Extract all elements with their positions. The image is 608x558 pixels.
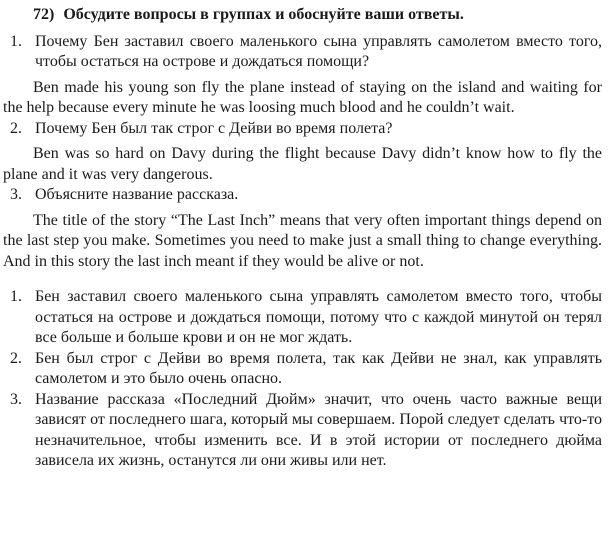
- russian-answer-2-number: 2.: [10, 349, 22, 367]
- russian-answer-item-3: [3, 390, 602, 472]
- russian-answer-1-number: 1.: [10, 288, 22, 305]
- question-3-number: 3.: [10, 186, 22, 203]
- exercise-number: 72): [33, 6, 55, 23]
- question-1-number: 1.: [10, 32, 22, 50]
- answer-3-en: The title of the story “The Last Inch” means that very often important things depend on the last step you make. Sometimes you need to make just a small thing to change everything. And in this story the last inch meant if they would be alive or not.: [3, 211, 602, 270]
- exercise-title: [3, 5, 602, 26]
- answer-1-en: Ben made his young son fly the plane instead of staying on the island and waiting for the help because every minute he was loosing much blood and he couldn’t wait.: [3, 78, 602, 116]
- russian-answer-item-1: [3, 287, 602, 349]
- question-2-number: 2.: [10, 119, 22, 137]
- question-1-text: Почему Бен заставил своего маленького сына управлять самолетом вместо того, чтобы остаться на острове и дождаться помощи?: [35, 32, 602, 70]
- question-item-3: [3, 185, 602, 206]
- exercise-title-text: Обсудите вопросы в группах и обоснуйте ваши ответы.: [63, 6, 464, 23]
- answer-2-en: Ben was so hard on Davy during the flight because Davy didn’t know how to fly the plane and it was very dangerous.: [3, 145, 602, 183]
- russian-answer-3-text: Название рассказа «Последний Дюйм» значит, что очень часто важные вещи зависят от последнего шага, который мы совершаем. Порой следует сделать что-то незначительное, чтобы изменить все. И в этой истории от последнего дюйма зависела их жизнь, останутся ли они живы или нет.: [35, 390, 602, 469]
- question-item-1: [3, 32, 602, 73]
- question-2-text: Почему Бен был так строг с Дейви во время полета?: [35, 119, 393, 137]
- russian-answer-3-number: 3.: [10, 390, 22, 408]
- question-3-text: Объясните название рассказа.: [35, 186, 239, 203]
- question-item-2: [3, 119, 602, 140]
- russian-answer-item-2: [3, 349, 602, 390]
- russian-answer-2-text: Бен был строг с Дейви во время полета, так как Дейви не знал, как управлять самолетом и это было очень опасно.: [35, 349, 602, 387]
- russian-answers-section: [3, 287, 602, 472]
- russian-answer-1-text: Бен заставил своего маленького сына управлять самолетом вместо того, чтобы остаться на острове и дождаться помощи, потому что с каждой минутой он терял все больше и больше крови и он не мог ждать.: [35, 288, 602, 346]
- questions-answers-section: [3, 32, 602, 273]
